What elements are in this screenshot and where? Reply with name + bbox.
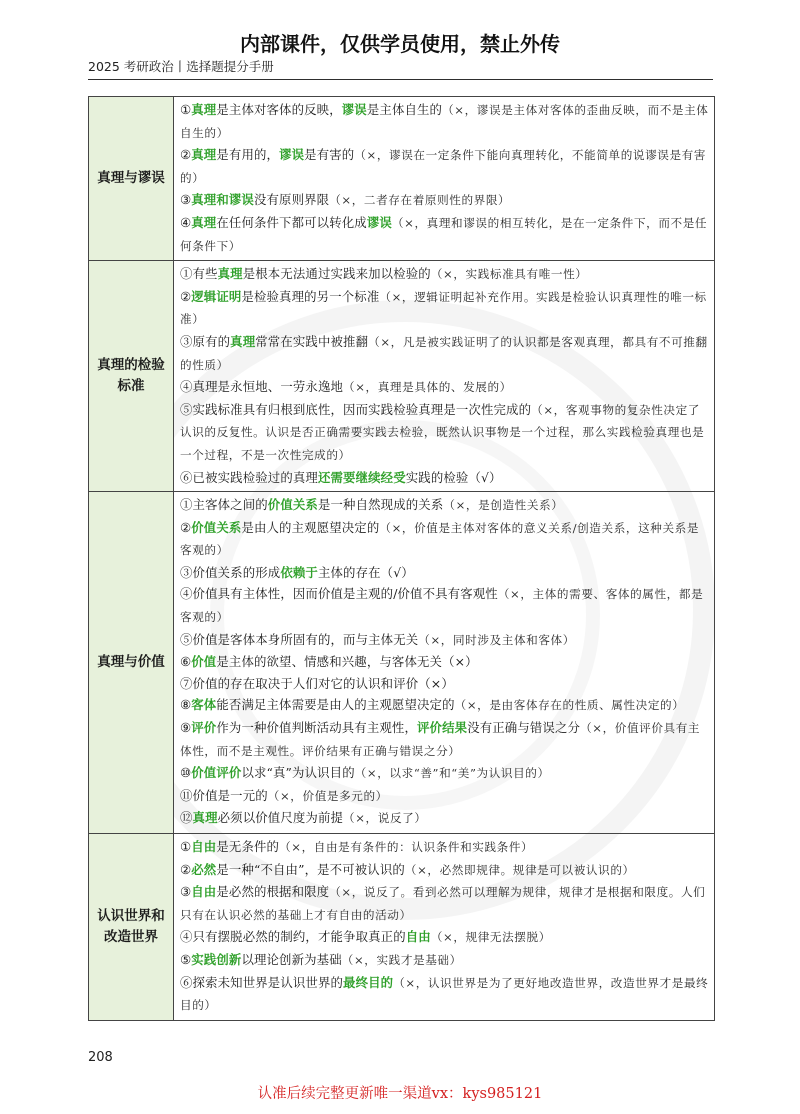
- highlight-term: 谬误: [366, 214, 392, 230]
- list-item: [180, 583, 710, 628]
- content-cell: [174, 261, 715, 492]
- explanation-text: （×，价值是多元的）: [267, 788, 388, 803]
- explanation-text: （×，二者存在着原则性的界限）: [329, 193, 511, 208]
- highlight-term: 价值评价: [191, 765, 242, 781]
- table-row: [89, 834, 715, 1021]
- highlight-term: 真理: [191, 147, 217, 163]
- highlight-term: 必然: [191, 861, 217, 877]
- list-item: [180, 881, 710, 926]
- explanation-text: （×，真理和谬误的相互转化，是在一定条件下，而不是任何条件下）: [180, 215, 708, 253]
- explanation-text: （×，真理是具体的、发展的）: [343, 380, 512, 395]
- explanation-text: （×，自由是有条件的：认识条件和实践条件）: [279, 840, 534, 854]
- content-table: [88, 96, 715, 1021]
- list-item: [180, 694, 710, 717]
- item-text: ⑤实践标准具有归根到底性，因而实践检验真理是一次性完成的: [180, 401, 532, 417]
- item-text: ④只有摆脱必然的制约，才能争取真正的: [180, 929, 406, 945]
- list-item: [180, 286, 710, 331]
- item-text: 以理论创新为基础: [241, 951, 342, 967]
- item-text: ⑩: [180, 765, 192, 781]
- list-item: [180, 651, 710, 673]
- item-text: ②: [180, 147, 192, 163]
- item-text: 实践的检验（√）: [405, 469, 502, 485]
- explanation-text: （×，实践标准具有唯一性）: [430, 267, 588, 282]
- highlight-term: 还需要继续经受: [317, 469, 406, 485]
- item-text: 能否满足主体需要是由人的主观愿望决定的: [216, 697, 455, 713]
- header-divider: [88, 79, 713, 80]
- item-text: 是主体的欲望、情感和兴趣，与客体无关（×）: [216, 654, 478, 670]
- highlight-term: 自由: [405, 929, 431, 945]
- highlight-term: 谬误: [341, 102, 367, 117]
- list-item: [180, 263, 710, 286]
- item-text: ③: [180, 192, 192, 208]
- item-text: ①有些: [180, 266, 218, 282]
- item-text: ④价值具有主体性，因而价值是主观的/价值不具有客观性: [180, 586, 498, 602]
- highlight-term: 实践创新: [191, 951, 242, 967]
- item-text: ①: [180, 839, 192, 854]
- highlight-term: 真理: [192, 810, 218, 826]
- explanation-text: （×，价值评价具有主体性，而不是主观性。评价结果有正确与错误之分）: [180, 721, 701, 758]
- item-text: 必须以价值尺度为前提: [217, 810, 344, 826]
- explanation-text: （×，规律无法摆脱）: [430, 930, 551, 945]
- item-text: 常常在实践中被推翻: [255, 333, 369, 349]
- item-text: ⑧: [180, 697, 192, 713]
- list-item: [180, 331, 710, 376]
- list-item: [180, 189, 710, 212]
- list-item: [180, 972, 710, 1017]
- explanation-text: （×，客观事物的复杂性决定了认识的反复性。认识是否正确需要实践去检验，既然认识事物是一个过程，那么实践检验真理也是一个过程，不是一次性完成的）: [180, 402, 705, 462]
- item-text: ②: [180, 861, 192, 877]
- explanation-text: （×，同时涉及主体和客体）: [418, 632, 575, 647]
- item-text: ①主客体之间的: [180, 497, 268, 513]
- page-number: 208: [88, 1050, 113, 1065]
- explanation-text: （×，说反了。看到必然可以理解为规律，规律才是根据和限度。人们只有在认识必然的基础上才有自由的活动）: [180, 885, 706, 922]
- list-item: [180, 836, 710, 859]
- highlight-term: 真理: [191, 102, 217, 117]
- item-text: 是主体对客体的反映，: [216, 102, 342, 117]
- list-item: [180, 144, 710, 189]
- list-item: [180, 494, 710, 517]
- page-header-title: 内部课件，仅供学员使用，禁止外传: [240, 32, 560, 56]
- highlight-term: 客体: [191, 697, 217, 713]
- highlight-term: 价值: [191, 654, 217, 670]
- highlight-term: 评价: [191, 720, 217, 736]
- topic-cell: 真理与价值: [89, 492, 174, 834]
- highlight-term: 价值关系: [191, 519, 242, 535]
- highlight-term: 真理: [230, 333, 256, 349]
- item-text: 是检验真理的另一个标准: [241, 288, 380, 304]
- list-item: [180, 629, 710, 652]
- item-text: 主体的存在（√）: [317, 564, 414, 580]
- table-row: [89, 97, 715, 261]
- explanation-text: （×，谬误在一定条件下能向真理转化，不能简单的说谬误是有害的）: [180, 148, 707, 185]
- item-text: ⑫: [180, 810, 193, 826]
- item-text: 是主体自生的: [366, 102, 443, 117]
- list-item: [180, 762, 710, 785]
- item-text: ⑥已被实践检验过的真理: [180, 469, 318, 485]
- footer-notice: 认准后续完整更新唯一渠道vx：kys985121: [257, 1086, 543, 1102]
- highlight-term: 逻辑证明: [191, 288, 242, 304]
- content-cell: [174, 834, 715, 1021]
- item-text: ⑥: [180, 654, 192, 670]
- list-item: [180, 949, 710, 972]
- list-item: [180, 212, 710, 257]
- list-item: [180, 399, 710, 467]
- highlight-term: 自由: [191, 839, 217, 854]
- explanation-text: （×，价值是主体对客体的意义关系/创造关系，这种关系是客观的）: [180, 520, 700, 558]
- highlight-term: 谬误: [279, 147, 305, 163]
- explanation-text: （×，是创造性关系）: [443, 498, 564, 513]
- highlight-term: 真理: [217, 266, 243, 282]
- item-text: 是一种自然现成的关系: [317, 497, 444, 513]
- item-text: ③价值关系的形成: [180, 564, 281, 580]
- item-text: 是无条件的: [216, 839, 280, 854]
- topic-cell: 真理与谬误: [89, 97, 174, 261]
- item-text: ④真理是永恒地、一劳永逸地: [180, 379, 344, 395]
- explanation-text: （×，谬误是主体对客体的歪曲反映，而不是主体自生的）: [180, 103, 709, 140]
- topic-cell: 真理的检验标准: [89, 261, 174, 492]
- item-text: ③原有的: [180, 333, 231, 349]
- item-text: 在任何条件下都可以转化成: [216, 214, 367, 230]
- item-text: 没有正确与错误之分: [467, 720, 581, 736]
- item-text: ⑥探索未知世界是认识世界的: [180, 974, 344, 990]
- content-cell: [174, 97, 715, 261]
- item-text: 是必然的根据和限度: [216, 884, 330, 900]
- list-item: [180, 859, 710, 882]
- explanation-text: （×，主体的需要、客体的属性，都是客观的）: [180, 587, 704, 625]
- item-text: 是有用的，: [216, 147, 280, 163]
- list-item: [180, 99, 710, 144]
- item-text: 没有原则界限: [253, 192, 330, 208]
- item-text: 是有害的: [304, 147, 355, 163]
- highlight-term: 真理和谬误: [191, 192, 254, 208]
- list-item: [180, 807, 710, 830]
- highlight-term: 真理: [191, 214, 217, 230]
- item-text: ⑤价值是客体本身所固有的，而与主体无关: [180, 631, 419, 647]
- item-text: ⑨: [180, 720, 192, 736]
- table-row: [89, 261, 715, 492]
- list-item: [180, 376, 710, 399]
- topic-cell: 认识世界和改造世界: [89, 834, 174, 1021]
- item-text: ③: [180, 884, 192, 900]
- list-item: [180, 785, 710, 808]
- explanation-text: （×，说反了）: [343, 811, 427, 826]
- item-text: 是根本无法通过实践来加以检验的: [242, 266, 431, 282]
- explanation-text: （×，认识世界是为了更好地改造世界，改造世界才是最终目的）: [180, 975, 709, 1013]
- list-item: [180, 517, 710, 562]
- highlight-term: 价值关系: [267, 497, 318, 513]
- item-text: ⑪价值是一元的: [180, 787, 268, 803]
- item-text: ⑦价值的存在取决于人们对它的认识和评价（×）: [180, 675, 454, 691]
- list-item: [180, 926, 710, 949]
- item-text: 作为一种价值判断活动具有主观性，: [216, 720, 418, 736]
- item-text: ②: [180, 519, 192, 535]
- page-header-subtitle: 2025 考研政治丨选择题提分手册: [88, 59, 274, 74]
- explanation-text: （×，凡是被实践证明了的认识都是客观真理，都具有不可推翻的性质）: [180, 334, 708, 372]
- explanation-text: （×，以求“善”和“美”为认识目的）: [354, 766, 550, 781]
- item-text: ④: [180, 214, 192, 230]
- highlight-term: 最终目的: [343, 974, 394, 990]
- explanation-text: （×，逻辑证明起补充作用。实践是检验认识真理性的唯一标准）: [180, 289, 707, 327]
- list-item: [180, 673, 710, 695]
- item-text: ①: [180, 102, 192, 117]
- item-text: 是由人的主观愿望决定的: [241, 519, 380, 535]
- item-text: 以求“真”为认识目的: [241, 765, 355, 781]
- list-item: [180, 562, 710, 584]
- item-text: ⑤: [180, 951, 192, 967]
- table-row: [89, 492, 715, 834]
- item-text: ②: [180, 288, 192, 304]
- content-cell: [174, 492, 715, 834]
- explanation-text: （×，实践才是基础）: [341, 952, 462, 967]
- item-text: 是一种“不自由”，是不可被认识的: [216, 861, 405, 877]
- explanation-text: （×，必然即规律。规律是可以被认识的）: [404, 862, 635, 877]
- highlight-term: 自由: [191, 884, 217, 900]
- list-item: [180, 467, 710, 489]
- list-item: [180, 717, 710, 762]
- highlight-term: 评价结果: [417, 720, 468, 736]
- explanation-text: （×，是由客体存在的性质、属性决定的）: [454, 698, 685, 713]
- highlight-term: 依赖于: [280, 564, 318, 580]
